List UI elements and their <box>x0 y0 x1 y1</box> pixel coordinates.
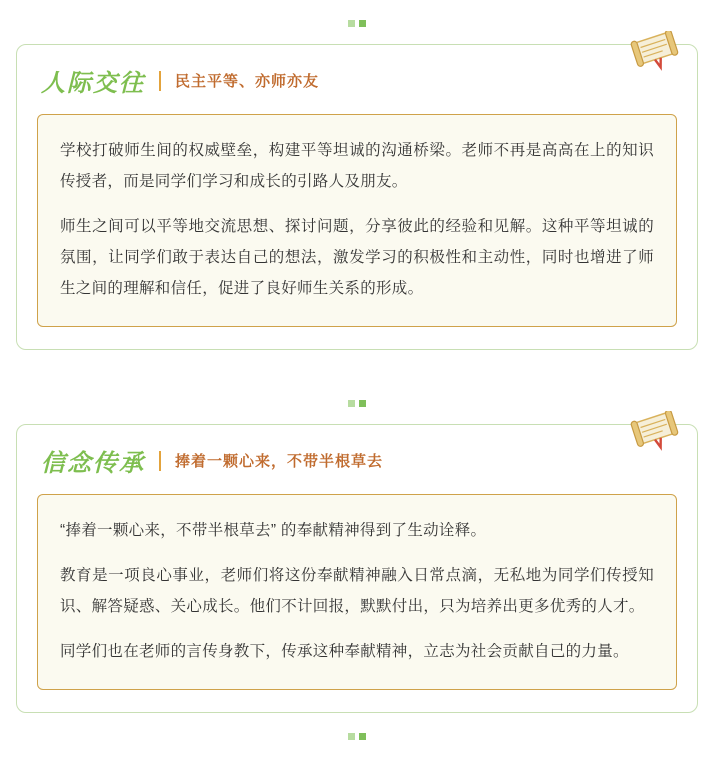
dot-icon <box>348 20 355 27</box>
section-wrapper-2 <box>0 424 714 713</box>
section-header <box>37 63 677 98</box>
dot-icon <box>348 733 355 740</box>
separator-dots-top <box>0 16 714 30</box>
section-card-interpersonal <box>16 44 698 350</box>
separator-dots-middle <box>0 396 714 410</box>
paragraph: 师生之间可以平等地交流思想、探讨问题，分享彼此的经验和见解。这种平等坦诚的氛围，让同学们敢于表达自己的想法，激发学习的积极性和主动性，同时也增进了师生之间的理解和信任，促进了良好师生关系的形成。 <box>60 218 654 297</box>
paragraph: 学校打破师生间的权威壁垒，构建平等坦诚的沟通桥梁。老师不再是高高在上的知识传授者，而是同学们学习和成长的引路人及朋友。 <box>60 142 654 190</box>
section-title: 信念传承 <box>41 450 145 477</box>
section-header <box>37 443 677 478</box>
section-subtitle: 捧着一颗心来，不带半根草去 <box>175 453 384 470</box>
section-spacer <box>0 350 714 396</box>
paragraph: 同学们也在老师的言传身教下，传承这种奉献精神，立志为社会贡献自己的力量。 <box>60 643 629 660</box>
paragraph: “捧着一颗心来，不带半根草去” 的奉献精神得到了生动诠释。 <box>60 522 487 539</box>
diploma-scroll-icon <box>629 411 683 455</box>
section-title: 人际交往 <box>41 70 145 97</box>
paragraph: 教育是一项良心事业，老师们将这份奉献精神融入日常点滴，无私地为同学们传授知识、解答疑惑、关心成长。他们不计回报，默默付出，只为培养出更多优秀的人才。 <box>60 567 654 615</box>
section-card-belief <box>16 424 698 713</box>
dot-icon <box>348 400 355 407</box>
section-subtitle: 民主平等、亦师亦友 <box>175 73 320 90</box>
section-body <box>37 494 677 690</box>
section-wrapper-1 <box>0 44 714 350</box>
section-body <box>37 114 677 327</box>
title-divider <box>159 451 161 471</box>
dot-icon <box>359 20 366 27</box>
diploma-scroll-icon <box>629 31 683 75</box>
title-divider <box>159 71 161 91</box>
spacer <box>0 30 714 44</box>
dot-icon <box>359 400 366 407</box>
bottom-spacer <box>0 713 714 729</box>
separator-dots-bottom <box>0 729 714 743</box>
spacer <box>0 410 714 424</box>
dot-icon <box>359 733 366 740</box>
top-spacer <box>0 0 714 16</box>
